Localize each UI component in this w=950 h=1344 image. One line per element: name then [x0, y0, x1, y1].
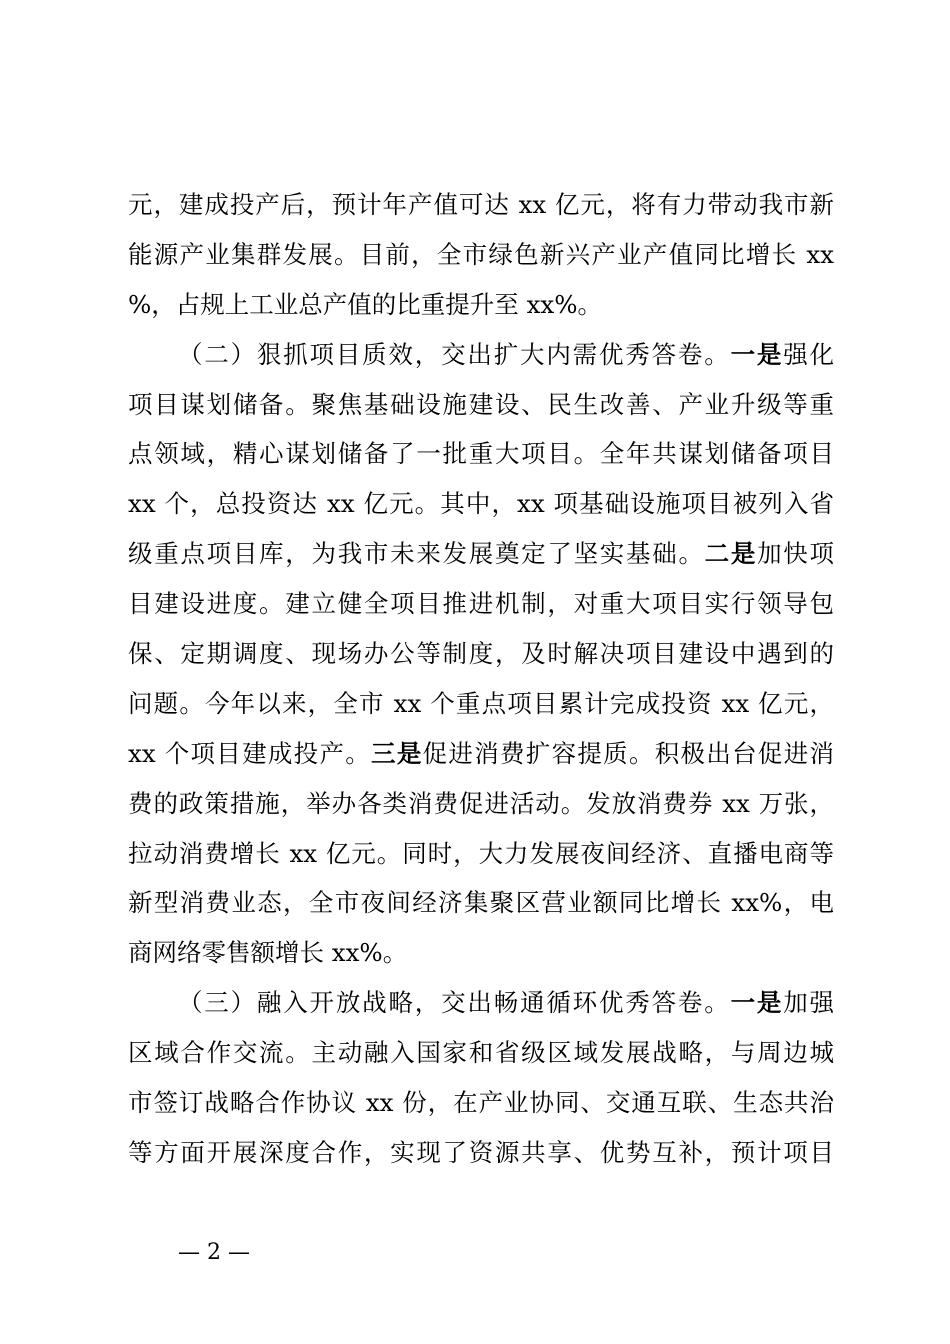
- text-segment: 问题。今年以来，全市 xx 个重点项目累计完成投资 xx 亿元，: [128, 688, 834, 718]
- text-segment: （二）狠抓项目质效，交出扩大内需优秀答卷。: [178, 339, 731, 369]
- text-line: [128, 1128, 834, 1178]
- text-line: [128, 729, 834, 779]
- text-segment: 加强: [783, 988, 834, 1018]
- text-line: [128, 978, 834, 1028]
- text-line: [128, 180, 834, 230]
- text-line: [128, 280, 834, 330]
- text-segment: 拉动消费增长 xx 亿元。同时，大力发展夜间经济、直播电商等: [128, 838, 834, 868]
- text-segment: 元，建成投产后，预计年产值可达 xx 亿元，将有力带动我市新: [128, 190, 834, 219]
- text-segment: 强化: [783, 339, 834, 369]
- text-line: [128, 429, 834, 479]
- text-segment: 点领域，精心谋划储备了一批重大项目。全年共谋划储备项目: [128, 439, 834, 469]
- text-segment: %，占规上工业总产值的比重提升至 xx%。: [128, 289, 602, 319]
- bold-phrase: 二是: [704, 539, 758, 569]
- text-line: [128, 779, 834, 829]
- text-line: [128, 529, 834, 579]
- text-line: [128, 928, 834, 978]
- text-line: [128, 878, 834, 928]
- bold-phrase: 一是: [730, 339, 784, 369]
- body-text: [128, 180, 834, 1178]
- text-segment: 加快项: [757, 539, 834, 569]
- text-line: [128, 479, 834, 529]
- text-line: [128, 679, 834, 729]
- text-segment: 级重点项目库，为我市未来发展奠定了坚实基础。: [128, 539, 705, 569]
- text-segment: 新型消费业态，全市夜间经济集聚区营业额同比增长 xx%，电: [128, 888, 834, 918]
- text-line: [128, 829, 834, 879]
- text-segment: 市签订战略合作协议 xx 份，在产业协同、交通互联、生态共治: [128, 1088, 834, 1118]
- text-segment: 能源产业集群发展。目前，全市绿色新兴产业产值同比增长 xx: [128, 239, 834, 269]
- text-segment: 商网络零售额增长 xx%。: [128, 938, 408, 968]
- text-line: [128, 579, 834, 629]
- bold-phrase: 一是: [730, 988, 784, 1018]
- text-line: [128, 230, 834, 280]
- text-line: [128, 380, 834, 430]
- text-line: [128, 330, 834, 380]
- text-line: [128, 1078, 834, 1128]
- text-segment: （三）融入开放战略，交出畅通循环优秀答卷。: [178, 988, 731, 1018]
- page-number: — 2 —: [178, 1240, 250, 1265]
- text-segment: 等方面开展深度合作，实现了资源共享、优势互补，预计项目: [128, 1137, 834, 1167]
- text-segment: xx 个，总投资达 xx 亿元。其中，xx 项基础设施项目被列入省: [128, 489, 834, 519]
- text-segment: 区域合作交流。主动融入国家和省级区域发展战略，与周边城: [128, 1038, 834, 1068]
- text-segment: xx 个项目建成投产。: [128, 738, 372, 768]
- text-line: [128, 1028, 834, 1078]
- text-segment: 项目谋划储备。聚焦基础设施建设、民生改善、产业升级等重: [128, 389, 834, 419]
- bold-phrase: 三是: [371, 738, 423, 768]
- text-segment: 目建设进度。建立健全项目推进机制，对重大项目实行领导包: [128, 589, 834, 619]
- text-line: [128, 629, 834, 679]
- text-segment: 费的政策措施，举办各类消费促进活动。发放消费券 xx 万张，: [128, 788, 834, 818]
- text-segment: 促进消费扩容提质。积极出台促进消: [422, 738, 834, 768]
- text-segment: 保、定期调度、现场办公等制度，及时解决项目建设中遇到的: [128, 639, 834, 669]
